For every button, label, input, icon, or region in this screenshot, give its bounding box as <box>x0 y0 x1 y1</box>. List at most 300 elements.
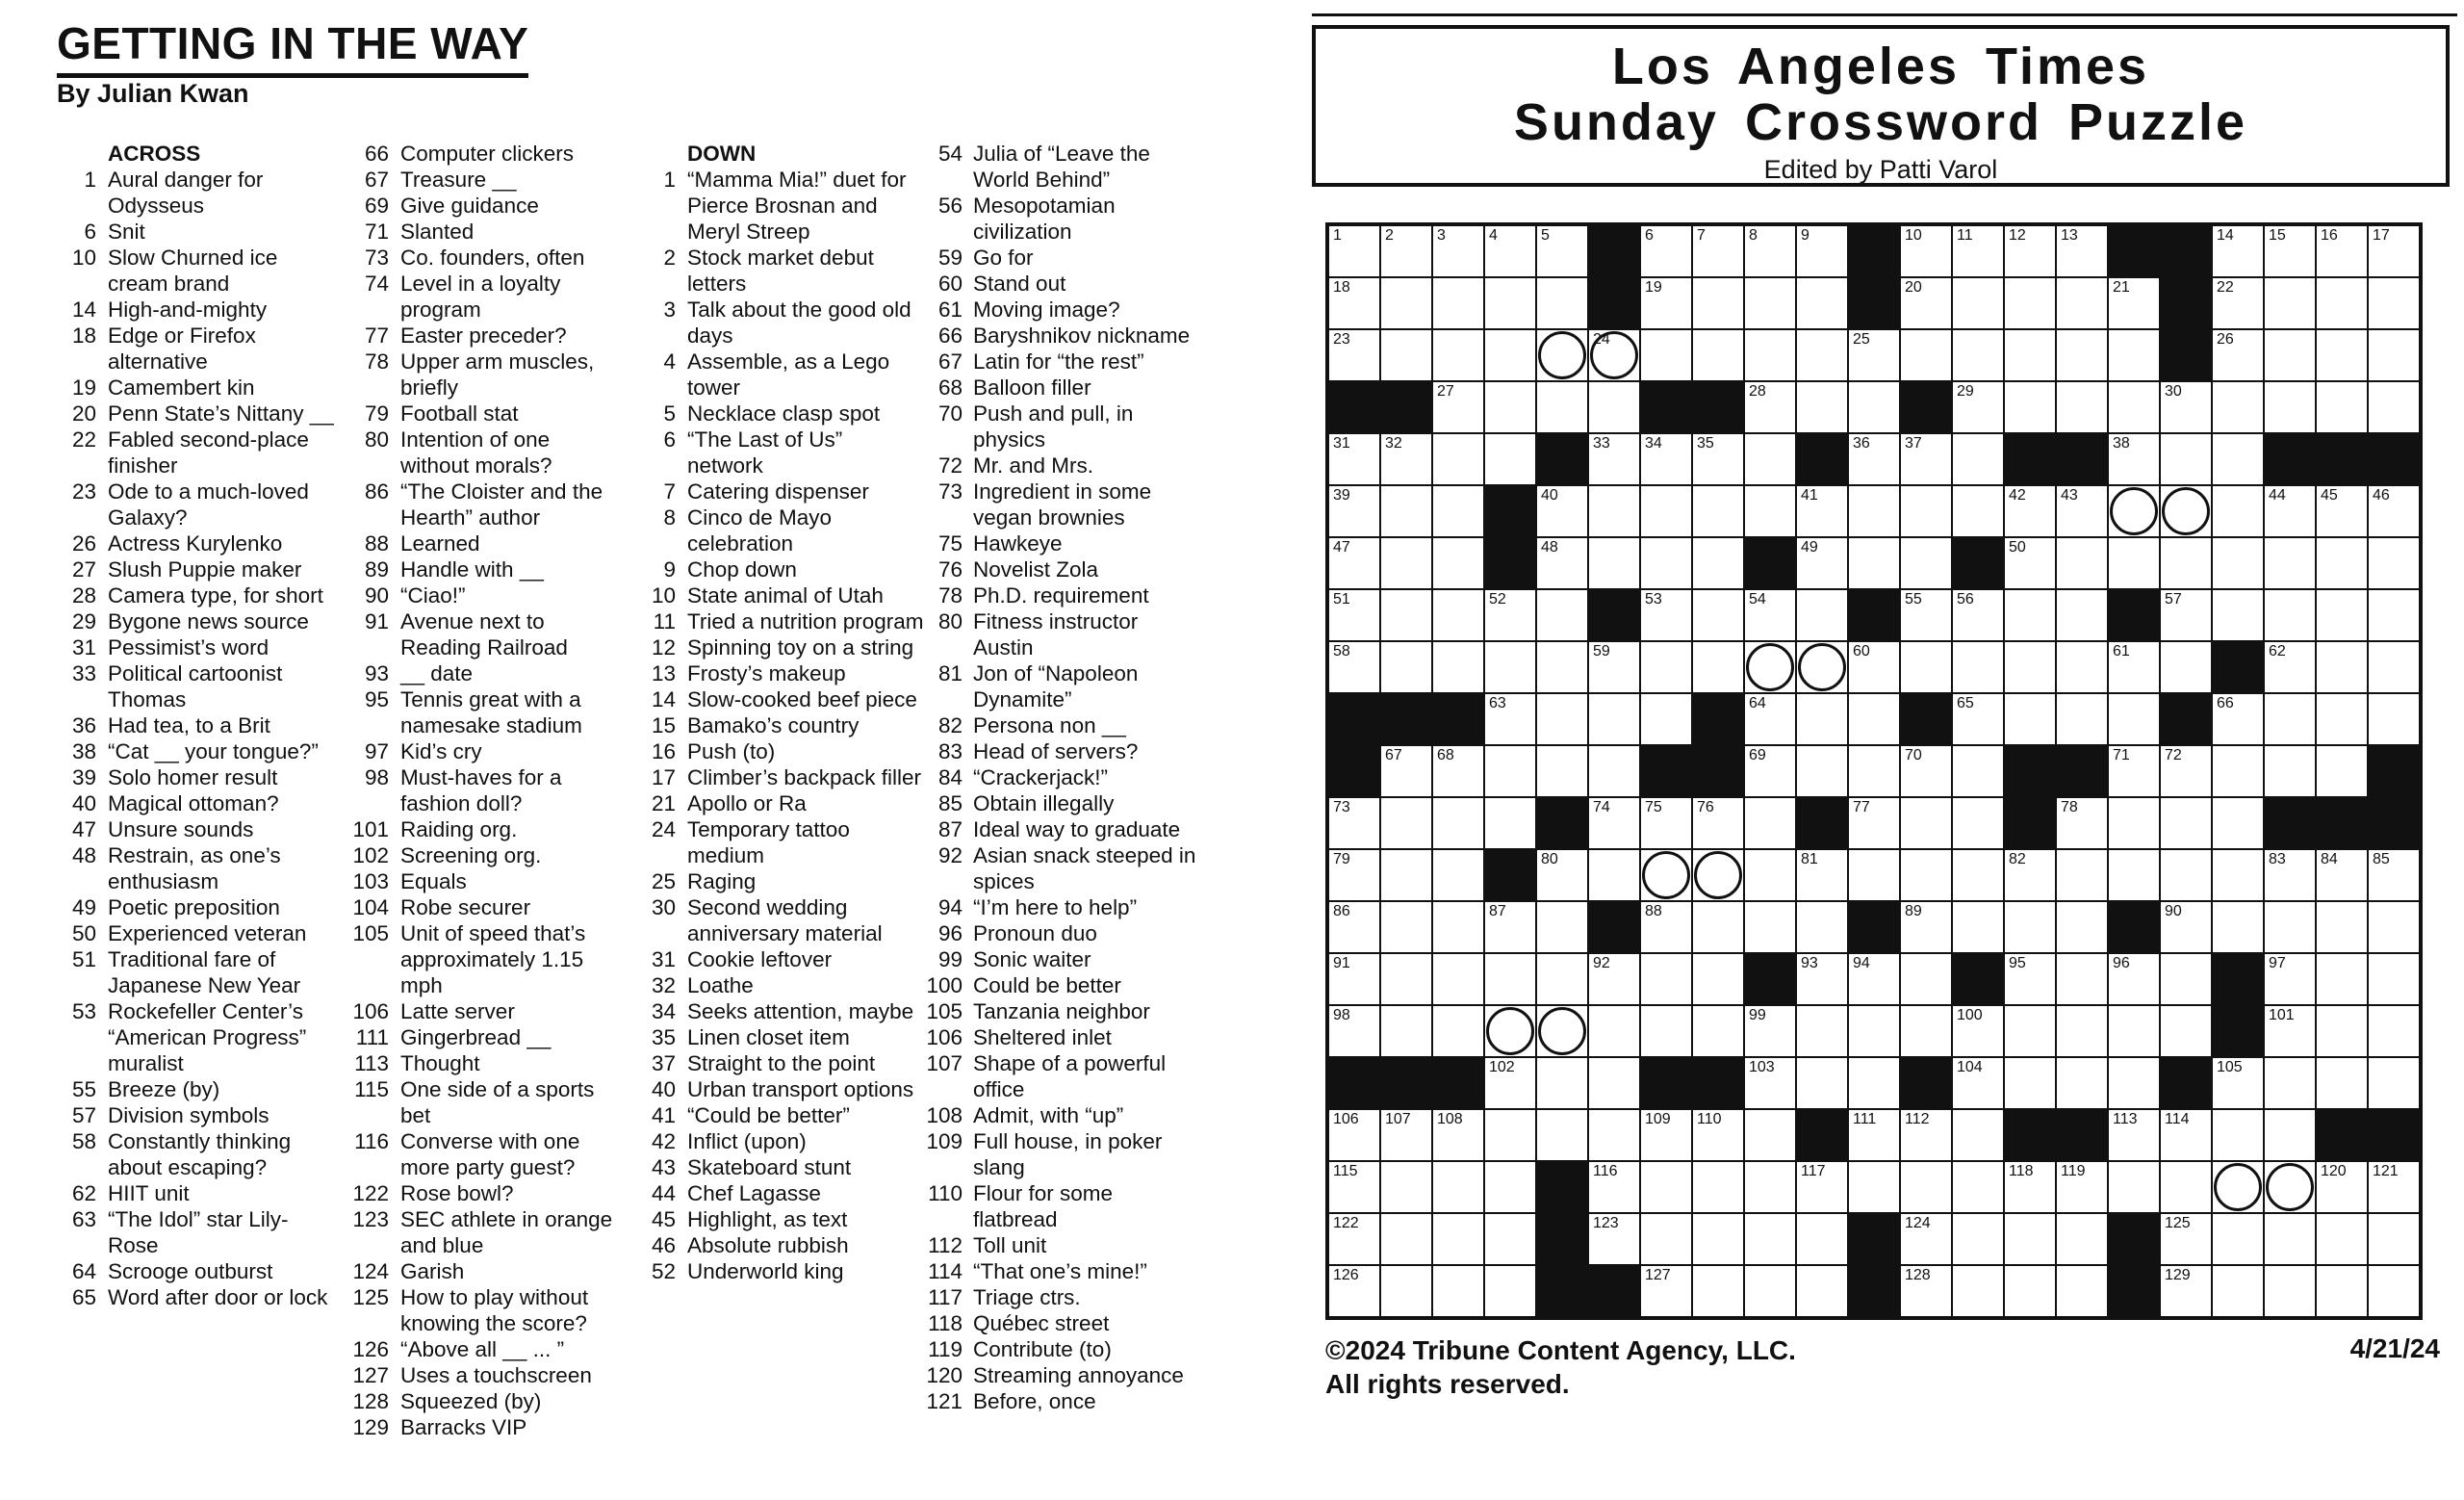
grid-cell[interactable] <box>1537 694 1587 744</box>
grid-cell[interactable] <box>2265 382 2315 432</box>
grid-cell[interactable] <box>2057 278 2107 328</box>
grid-cell[interactable] <box>1745 746 1795 796</box>
grid-cell[interactable] <box>2109 486 2159 536</box>
grid-cell[interactable] <box>1485 1006 1535 1056</box>
grid-cell[interactable] <box>1693 1266 1743 1316</box>
grid-cell[interactable] <box>2161 798 2211 848</box>
grid-cell[interactable] <box>1433 486 1483 536</box>
grid-cell[interactable] <box>2213 330 2263 380</box>
grid-cell[interactable] <box>1537 1110 1587 1160</box>
grid-cell[interactable] <box>2317 590 2367 640</box>
grid-cell[interactable] <box>1537 486 1587 536</box>
grid-cell[interactable] <box>1589 798 1639 848</box>
grid-cell[interactable] <box>1901 1162 1951 1212</box>
grid-cell[interactable] <box>1381 330 1431 380</box>
grid-cell[interactable] <box>1381 590 1431 640</box>
grid-cell[interactable] <box>1485 330 1535 380</box>
grid-cell[interactable] <box>1797 1006 1847 1056</box>
grid-cell[interactable] <box>1901 330 1951 380</box>
grid-cell[interactable] <box>1797 642 1847 692</box>
grid-cell[interactable] <box>2265 1058 2315 1108</box>
grid-cell[interactable] <box>2213 434 2263 484</box>
grid-cell[interactable] <box>1329 1266 1379 1316</box>
grid-cell[interactable] <box>2213 746 2263 796</box>
grid-cell[interactable] <box>1433 434 1483 484</box>
grid-cell[interactable] <box>1433 590 1483 640</box>
grid-cell[interactable] <box>1433 278 1483 328</box>
grid-cell[interactable] <box>1589 330 1639 380</box>
grid-cell[interactable] <box>1537 330 1587 380</box>
grid-cell[interactable] <box>2161 538 2211 588</box>
grid-cell[interactable] <box>2057 902 2107 952</box>
grid-cell[interactable] <box>1433 1214 1483 1264</box>
grid-cell[interactable] <box>2369 226 2419 276</box>
grid-cell[interactable] <box>1901 1266 1951 1316</box>
grid-cell[interactable] <box>2005 1266 2055 1316</box>
grid-cell[interactable] <box>2265 1266 2315 1316</box>
grid-cell[interactable] <box>2161 642 2211 692</box>
grid-cell[interactable] <box>1849 746 1899 796</box>
grid-cell[interactable] <box>1485 798 1535 848</box>
grid-cell[interactable] <box>1433 798 1483 848</box>
grid-cell[interactable] <box>2265 850 2315 900</box>
grid-cell[interactable] <box>2057 226 2107 276</box>
grid-cell[interactable] <box>1693 1214 1743 1264</box>
grid-cell[interactable] <box>1953 798 2003 848</box>
grid-cell[interactable] <box>1485 590 1535 640</box>
grid-cell[interactable] <box>1485 1266 1535 1316</box>
grid-cell[interactable] <box>2057 1058 2107 1108</box>
grid-cell[interactable] <box>1485 642 1535 692</box>
grid-cell[interactable] <box>1745 226 1795 276</box>
grid-cell[interactable] <box>1641 1266 1691 1316</box>
grid-cell[interactable] <box>2369 1162 2419 1212</box>
grid-cell[interactable] <box>1797 486 1847 536</box>
grid-cell[interactable] <box>1589 642 1639 692</box>
grid-cell[interactable] <box>1797 1214 1847 1264</box>
grid-cell[interactable] <box>2317 902 2367 952</box>
grid-cell[interactable] <box>1641 1006 1691 1056</box>
grid-cell[interactable] <box>1537 850 1587 900</box>
grid-cell[interactable] <box>1849 642 1899 692</box>
grid-cell[interactable] <box>2369 1266 2419 1316</box>
grid-cell[interactable] <box>2161 590 2211 640</box>
grid-cell[interactable] <box>1433 1006 1483 1056</box>
grid-cell[interactable] <box>1901 798 1951 848</box>
grid-cell[interactable] <box>1849 798 1899 848</box>
grid-cell[interactable] <box>1797 746 1847 796</box>
grid-cell[interactable] <box>2265 1006 2315 1056</box>
grid-cell[interactable] <box>2109 850 2159 900</box>
grid-cell[interactable] <box>1641 954 1691 1004</box>
grid-cell[interactable] <box>1953 1162 2003 1212</box>
grid-cell[interactable] <box>1745 1058 1795 1108</box>
grid-cell[interactable] <box>2161 954 2211 1004</box>
grid-cell[interactable] <box>1641 1162 1691 1212</box>
grid-cell[interactable] <box>1641 278 1691 328</box>
grid-cell[interactable] <box>1797 1162 1847 1212</box>
grid-cell[interactable] <box>1381 798 1431 848</box>
grid-cell[interactable] <box>1901 850 1951 900</box>
grid-cell[interactable] <box>2317 1214 2367 1264</box>
grid-cell[interactable] <box>2265 902 2315 952</box>
grid-cell[interactable] <box>1329 642 1379 692</box>
grid-cell[interactable] <box>2109 954 2159 1004</box>
grid-cell[interactable] <box>2161 486 2211 536</box>
grid-cell[interactable] <box>1953 850 2003 900</box>
grid-cell[interactable] <box>2005 278 2055 328</box>
grid-cell[interactable] <box>1849 1110 1899 1160</box>
grid-cell[interactable] <box>2317 226 2367 276</box>
grid-cell[interactable] <box>2369 590 2419 640</box>
grid-cell[interactable] <box>2005 226 2055 276</box>
grid-cell[interactable] <box>2057 1266 2107 1316</box>
grid-cell[interactable] <box>1745 486 1795 536</box>
grid-cell[interactable] <box>2317 642 2367 692</box>
grid-cell[interactable] <box>2161 1110 2211 1160</box>
grid-cell[interactable] <box>2369 1058 2419 1108</box>
grid-cell[interactable] <box>2213 1110 2263 1160</box>
grid-cell[interactable] <box>1433 382 1483 432</box>
grid-cell[interactable] <box>1797 330 1847 380</box>
grid-cell[interactable] <box>1381 538 1431 588</box>
grid-cell[interactable] <box>1329 1006 1379 1056</box>
grid-cell[interactable] <box>1797 226 1847 276</box>
grid-cell[interactable] <box>2317 1058 2367 1108</box>
grid-cell[interactable] <box>2265 642 2315 692</box>
grid-cell[interactable] <box>1849 330 1899 380</box>
grid-cell[interactable] <box>1953 1006 2003 1056</box>
grid-cell[interactable] <box>1381 434 1431 484</box>
grid-cell[interactable] <box>1901 278 1951 328</box>
grid-cell[interactable] <box>1849 486 1899 536</box>
grid-cell[interactable] <box>1693 954 1743 1004</box>
grid-cell[interactable] <box>1849 954 1899 1004</box>
grid-cell[interactable] <box>1641 330 1691 380</box>
grid-cell[interactable] <box>2213 902 2263 952</box>
grid-cell[interactable] <box>2369 382 2419 432</box>
grid-cell[interactable] <box>2369 278 2419 328</box>
grid-cell[interactable] <box>1381 226 1431 276</box>
grid-cell[interactable] <box>1953 590 2003 640</box>
grid-cell[interactable] <box>2005 1214 2055 1264</box>
grid-cell[interactable] <box>1901 486 1951 536</box>
grid-cell[interactable] <box>1745 1110 1795 1160</box>
grid-cell[interactable] <box>1901 226 1951 276</box>
grid-cell[interactable] <box>1381 902 1431 952</box>
grid-cell[interactable] <box>1537 746 1587 796</box>
grid-cell[interactable] <box>1641 434 1691 484</box>
grid-cell[interactable] <box>1589 1006 1639 1056</box>
grid-cell[interactable] <box>1797 590 1847 640</box>
grid-cell[interactable] <box>1589 1162 1639 1212</box>
grid-cell[interactable] <box>2109 642 2159 692</box>
grid-cell[interactable] <box>2161 902 2211 952</box>
grid-cell[interactable] <box>1537 278 1587 328</box>
grid-cell[interactable] <box>1381 1162 1431 1212</box>
grid-cell[interactable] <box>1849 538 1899 588</box>
grid-cell[interactable] <box>2317 486 2367 536</box>
grid-cell[interactable] <box>2265 590 2315 640</box>
grid-cell[interactable] <box>2109 746 2159 796</box>
grid-cell[interactable] <box>1901 538 1951 588</box>
grid-cell[interactable] <box>2057 642 2107 692</box>
grid-cell[interactable] <box>2109 434 2159 484</box>
grid-cell[interactable] <box>2005 642 2055 692</box>
grid-cell[interactable] <box>2317 954 2367 1004</box>
grid-cell[interactable] <box>1693 330 1743 380</box>
grid-cell[interactable] <box>1849 382 1899 432</box>
grid-cell[interactable] <box>1537 1006 1587 1056</box>
grid-cell[interactable] <box>1485 902 1535 952</box>
grid-cell[interactable] <box>1589 694 1639 744</box>
grid-cell[interactable] <box>1329 954 1379 1004</box>
grid-cell[interactable] <box>1901 1006 1951 1056</box>
grid-cell[interactable] <box>1797 1058 1847 1108</box>
grid-cell[interactable] <box>2005 590 2055 640</box>
grid-cell[interactable] <box>1693 486 1743 536</box>
grid-cell[interactable] <box>2057 590 2107 640</box>
grid-cell[interactable] <box>1901 590 1951 640</box>
grid-cell[interactable] <box>2005 954 2055 1004</box>
grid-cell[interactable] <box>1433 1266 1483 1316</box>
grid-cell[interactable] <box>1485 1110 1535 1160</box>
grid-cell[interactable] <box>1329 278 1379 328</box>
grid-cell[interactable] <box>1849 694 1899 744</box>
grid-cell[interactable] <box>1693 798 1743 848</box>
grid-cell[interactable] <box>1953 694 2003 744</box>
grid-cell[interactable] <box>1641 1214 1691 1264</box>
grid-cell[interactable] <box>2213 382 2263 432</box>
grid-cell[interactable] <box>2369 642 2419 692</box>
grid-cell[interactable] <box>1433 1162 1483 1212</box>
grid-cell[interactable] <box>1745 1266 1795 1316</box>
grid-cell[interactable] <box>1329 486 1379 536</box>
grid-cell[interactable] <box>1433 642 1483 692</box>
grid-cell[interactable] <box>1849 850 1899 900</box>
grid-cell[interactable] <box>1537 1058 1587 1108</box>
grid-cell[interactable] <box>1485 954 1535 1004</box>
grid-cell[interactable] <box>2109 330 2159 380</box>
grid-cell[interactable] <box>1589 382 1639 432</box>
grid-cell[interactable] <box>1693 278 1743 328</box>
grid-cell[interactable] <box>1537 902 1587 952</box>
grid-cell[interactable] <box>1641 226 1691 276</box>
grid-cell[interactable] <box>2005 538 2055 588</box>
grid-cell[interactable] <box>1329 902 1379 952</box>
grid-cell[interactable] <box>1589 954 1639 1004</box>
grid-cell[interactable] <box>1381 642 1431 692</box>
grid-cell[interactable] <box>1693 590 1743 640</box>
grid-cell[interactable] <box>1381 954 1431 1004</box>
grid-cell[interactable] <box>1589 434 1639 484</box>
grid-cell[interactable] <box>1329 798 1379 848</box>
grid-cell[interactable] <box>1745 434 1795 484</box>
grid-cell[interactable] <box>1641 850 1691 900</box>
grid-cell[interactable] <box>1745 1006 1795 1056</box>
grid-cell[interactable] <box>1641 538 1691 588</box>
grid-cell[interactable] <box>2109 538 2159 588</box>
grid-cell[interactable] <box>1433 746 1483 796</box>
grid-cell[interactable] <box>1381 278 1431 328</box>
grid-cell[interactable] <box>1849 434 1899 484</box>
grid-cell[interactable] <box>2005 1162 2055 1212</box>
grid-cell[interactable] <box>1901 1214 1951 1264</box>
grid-cell[interactable] <box>1485 382 1535 432</box>
grid-cell[interactable] <box>1797 954 1847 1004</box>
grid-cell[interactable] <box>1433 902 1483 952</box>
grid-cell[interactable] <box>1589 538 1639 588</box>
grid-cell[interactable] <box>1485 1162 1535 1212</box>
grid-cell[interactable] <box>1329 590 1379 640</box>
grid-cell[interactable] <box>1589 746 1639 796</box>
grid-cell[interactable] <box>1901 746 1951 796</box>
grid-cell[interactable] <box>2057 694 2107 744</box>
grid-cell[interactable] <box>1745 382 1795 432</box>
grid-cell[interactable] <box>1693 850 1743 900</box>
grid-cell[interactable] <box>1953 746 2003 796</box>
grid-cell[interactable] <box>1849 1162 1899 1212</box>
grid-cell[interactable] <box>1953 278 2003 328</box>
grid-cell[interactable] <box>1953 330 2003 380</box>
grid-cell[interactable] <box>2005 486 2055 536</box>
grid-cell[interactable] <box>2369 1006 2419 1056</box>
grid-cell[interactable] <box>1797 902 1847 952</box>
grid-cell[interactable] <box>2317 330 2367 380</box>
grid-cell[interactable] <box>1745 590 1795 640</box>
grid-cell[interactable] <box>1329 538 1379 588</box>
grid-cell[interactable] <box>1381 850 1431 900</box>
grid-cell[interactable] <box>2213 798 2263 848</box>
grid-cell[interactable] <box>1953 434 2003 484</box>
grid-cell[interactable] <box>2265 330 2315 380</box>
grid-cell[interactable] <box>2005 382 2055 432</box>
grid-cell[interactable] <box>2005 850 2055 900</box>
grid-cell[interactable] <box>2161 434 2211 484</box>
grid-cell[interactable] <box>1745 642 1795 692</box>
grid-cell[interactable] <box>1589 1110 1639 1160</box>
grid-cell[interactable] <box>1641 486 1691 536</box>
grid-cell[interactable] <box>2213 486 2263 536</box>
grid-cell[interactable] <box>1641 902 1691 952</box>
grid-cell[interactable] <box>2265 1162 2315 1212</box>
grid-cell[interactable] <box>2213 850 2263 900</box>
grid-cell[interactable] <box>2265 538 2315 588</box>
grid-cell[interactable] <box>1901 642 1951 692</box>
grid-cell[interactable] <box>1693 226 1743 276</box>
grid-cell[interactable] <box>2369 538 2419 588</box>
grid-cell[interactable] <box>1745 278 1795 328</box>
grid-cell[interactable] <box>2005 1006 2055 1056</box>
grid-cell[interactable] <box>2317 1006 2367 1056</box>
grid-cell[interactable] <box>2317 850 2367 900</box>
grid-cell[interactable] <box>1641 642 1691 692</box>
grid-cell[interactable] <box>1485 1058 1535 1108</box>
grid-cell[interactable] <box>1797 694 1847 744</box>
grid-cell[interactable] <box>2109 278 2159 328</box>
grid-cell[interactable] <box>1797 538 1847 588</box>
grid-cell[interactable] <box>1901 902 1951 952</box>
grid-cell[interactable] <box>2213 590 2263 640</box>
grid-cell[interactable] <box>1693 1110 1743 1160</box>
grid-cell[interactable] <box>2057 1162 2107 1212</box>
grid-cell[interactable] <box>2005 330 2055 380</box>
grid-cell[interactable] <box>2057 850 2107 900</box>
grid-cell[interactable] <box>2369 1214 2419 1264</box>
grid-cell[interactable] <box>1745 694 1795 744</box>
grid-cell[interactable] <box>1901 434 1951 484</box>
grid-cell[interactable] <box>1433 850 1483 900</box>
grid-cell[interactable] <box>2213 278 2263 328</box>
grid-cell[interactable] <box>2265 226 2315 276</box>
grid-cell[interactable] <box>1433 1110 1483 1160</box>
grid-cell[interactable] <box>1797 850 1847 900</box>
grid-cell[interactable] <box>1693 642 1743 692</box>
grid-cell[interactable] <box>2213 1162 2263 1212</box>
grid-cell[interactable] <box>2057 486 2107 536</box>
grid-cell[interactable] <box>1537 226 1587 276</box>
grid-cell[interactable] <box>1537 538 1587 588</box>
grid-cell[interactable] <box>2369 902 2419 952</box>
grid-cell[interactable] <box>1433 538 1483 588</box>
grid-cell[interactable] <box>2057 798 2107 848</box>
grid-cell[interactable] <box>1329 330 1379 380</box>
grid-cell[interactable] <box>1693 1162 1743 1212</box>
grid-cell[interactable] <box>2161 1162 2211 1212</box>
grid-cell[interactable] <box>1329 226 1379 276</box>
grid-cell[interactable] <box>1745 1214 1795 1264</box>
grid-cell[interactable] <box>2317 278 2367 328</box>
grid-cell[interactable] <box>2109 1162 2159 1212</box>
grid-cell[interactable] <box>1901 1110 1951 1160</box>
grid-cell[interactable] <box>2161 746 2211 796</box>
grid-cell[interactable] <box>2057 330 2107 380</box>
grid-cell[interactable] <box>2109 1110 2159 1160</box>
grid-cell[interactable] <box>2213 1214 2263 1264</box>
grid-cell[interactable] <box>1849 1058 1899 1108</box>
grid-cell[interactable] <box>1485 278 1535 328</box>
grid-cell[interactable] <box>2109 1006 2159 1056</box>
grid-cell[interactable] <box>1745 850 1795 900</box>
grid-cell[interactable] <box>2057 954 2107 1004</box>
grid-cell[interactable] <box>1953 902 2003 952</box>
grid-cell[interactable] <box>2213 1058 2263 1108</box>
grid-cell[interactable] <box>1589 1214 1639 1264</box>
grid-cell[interactable] <box>2161 1266 2211 1316</box>
grid-cell[interactable] <box>1381 486 1431 536</box>
grid-cell[interactable] <box>1953 226 2003 276</box>
grid-cell[interactable] <box>1693 434 1743 484</box>
grid-cell[interactable] <box>1381 1214 1431 1264</box>
grid-cell[interactable] <box>1953 382 2003 432</box>
grid-cell[interactable] <box>2057 1006 2107 1056</box>
grid-cell[interactable] <box>1797 382 1847 432</box>
grid-cell[interactable] <box>1381 1110 1431 1160</box>
grid-cell[interactable] <box>2213 694 2263 744</box>
grid-cell[interactable] <box>1329 850 1379 900</box>
grid-cell[interactable] <box>1953 1214 2003 1264</box>
grid-cell[interactable] <box>2057 382 2107 432</box>
grid-cell[interactable] <box>2057 1214 2107 1264</box>
grid-cell[interactable] <box>1953 1058 2003 1108</box>
grid-cell[interactable] <box>1641 694 1691 744</box>
grid-cell[interactable] <box>1589 850 1639 900</box>
grid-cell[interactable] <box>1901 954 1951 1004</box>
grid-cell[interactable] <box>1693 1006 1743 1056</box>
grid-cell[interactable] <box>2317 694 2367 744</box>
grid-cell[interactable] <box>1641 1110 1691 1160</box>
grid-cell[interactable] <box>1485 746 1535 796</box>
